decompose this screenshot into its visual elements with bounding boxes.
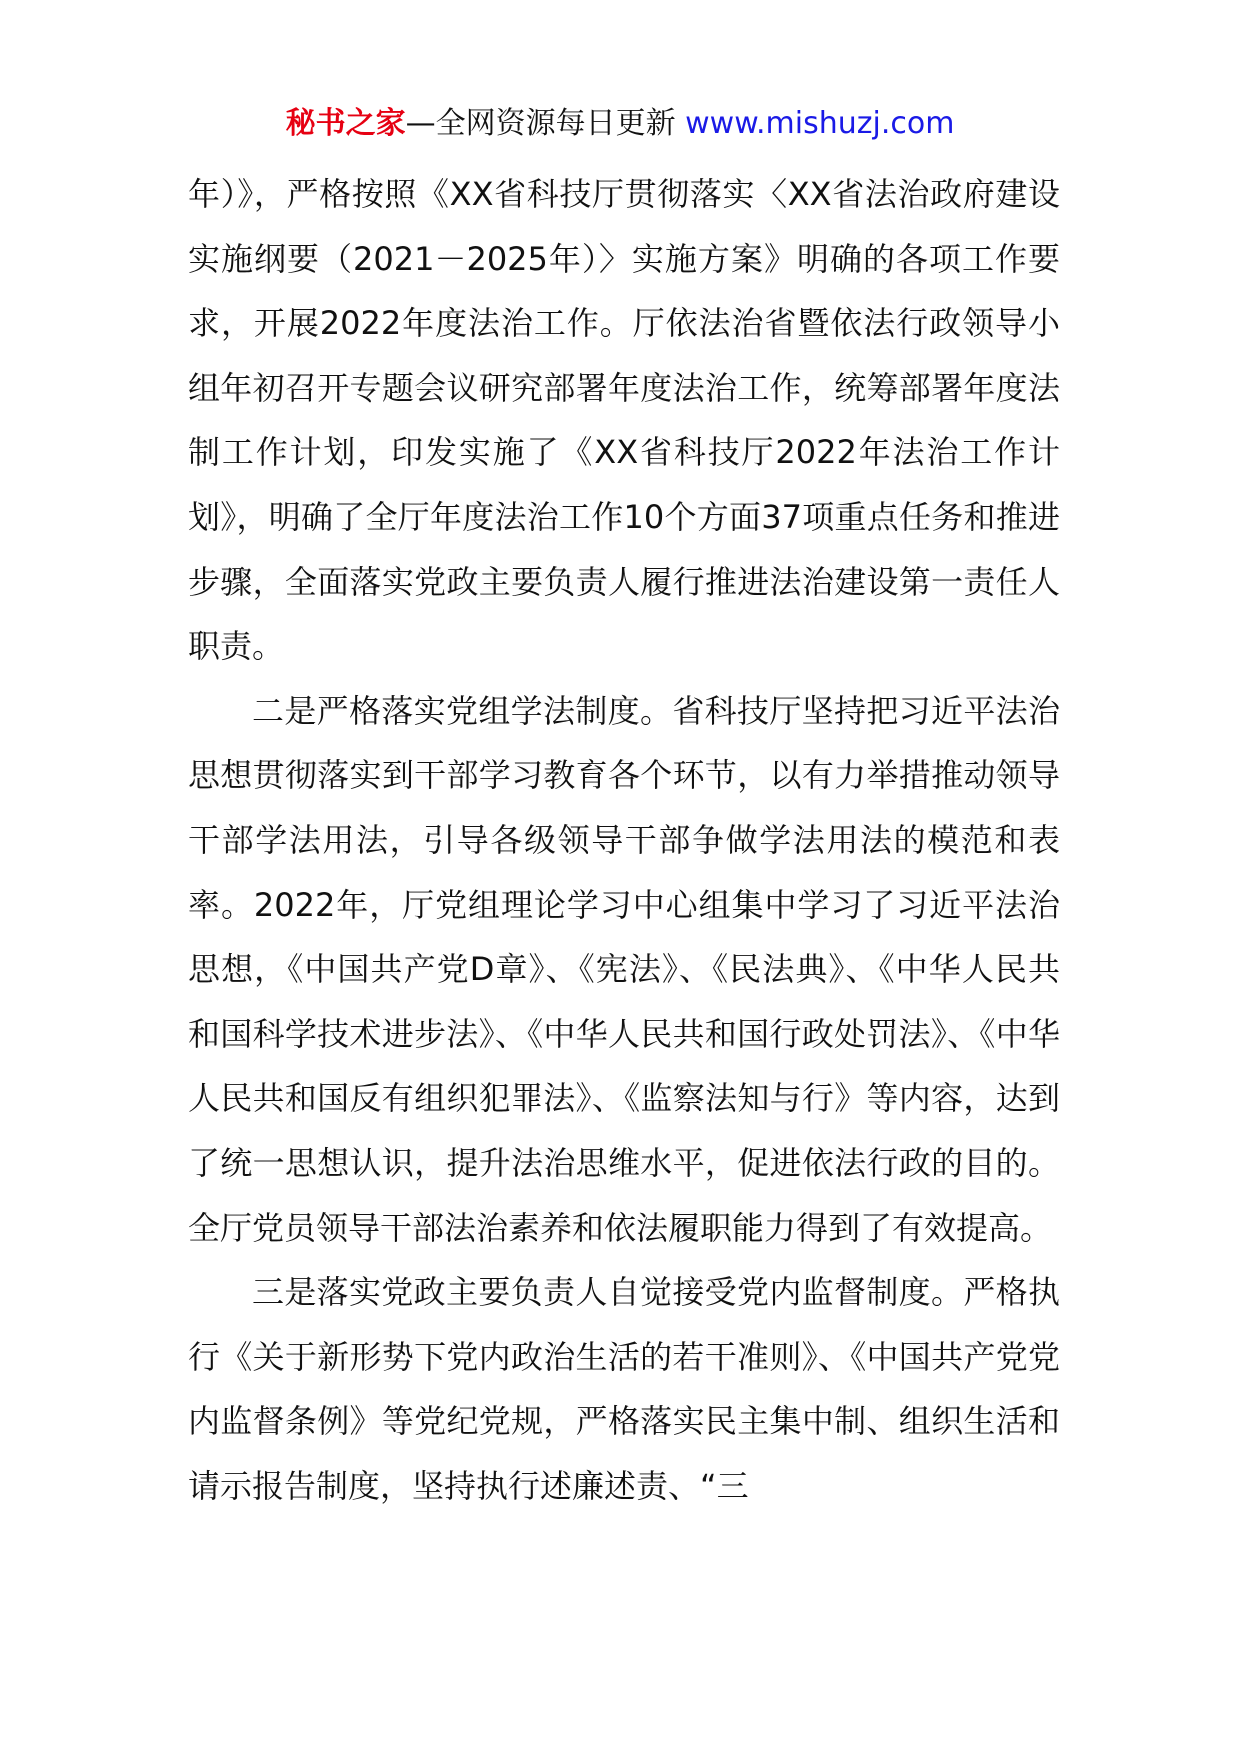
- brand-name: 秘书之家: [285, 106, 406, 141]
- paragraph-continued: 年）》，严格按照《XX省科技厅贯彻落实〈XX省法治政府建设实施纲要（2021－2025年）〉实施方案》明确的各项工作要求，开展2022年度法治工作。厅依法治省暨依法行政领导小组年初召开专题会议研究部署年度法治工作，统筹部署年度法制工作计划，印发实施了《XX省科技厅2022年法治工作计划》，明确了全厅年度法治工作10个方面37项重点任务和推进步骤，全面落实党政主要负责人履行推进法治建设第一责任人职责。: [188, 175, 1060, 666]
- site-url-link[interactable]: www.mishuzj.com: [685, 106, 955, 141]
- paragraph-second-item: 二是严格落实党组学法制度。省科技厅坚持把习近平法治思想贯彻落实到干部学习教育各个环节，以有力举措推动领导干部学法用法，引导各级领导干部争做学法用法的模范和表率。2022年，厅党组理论学习中心组集中学习了习近平法治思想，《中国共产党D章》、《宪法》、《民法典》、《中华人民共和国科学技术进步法》、《中华人民共和国行政处罚法》、《中华人民共和国反有组织犯罪法》、《监察法知与行》等内容，达到了统一思想认识，提升法治思维水平，促进依法行政的目的。全厅党员领导干部法治素养和依法履职能力得到了有效提高。: [188, 691, 1060, 1247]
- document-body: [188, 162, 1060, 1518]
- paragraph-third-item: 三是落实党政主要负责人自觉接受党内监督制度。严格执行《关于新形势下党内政治生活的若干准则》、《中国共产党党内监督条例》等党纪党规，严格落实民主集中制、组织生活和请示报告制度，坚持执行述廉述责、“三: [188, 1273, 1060, 1505]
- header-tagline: —全网资源每日更新: [405, 106, 686, 141]
- page-header: [0, 100, 1240, 148]
